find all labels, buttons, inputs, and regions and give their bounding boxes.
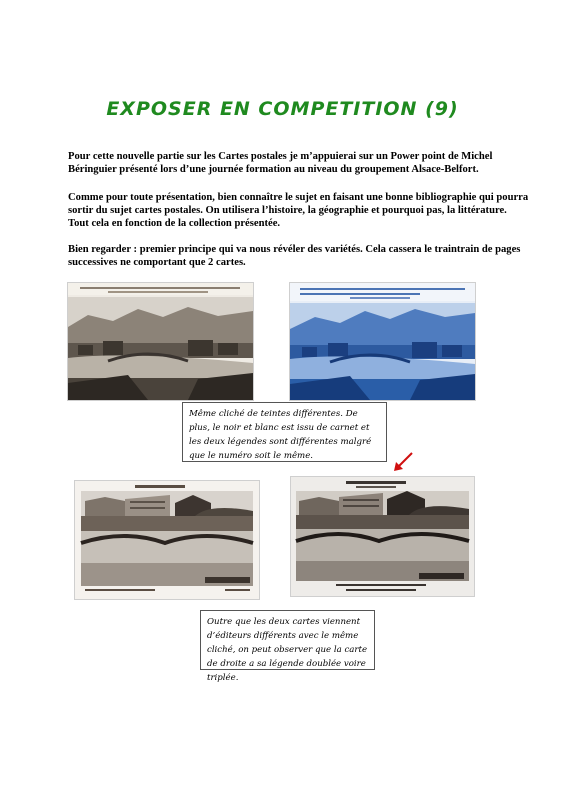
photo-icon (290, 283, 475, 400)
postcard-lyon-blue (289, 282, 476, 401)
postcard-lyon-illustre-right (290, 476, 475, 597)
postcard-lyon-illustre-left (74, 480, 260, 600)
page-title: EXPOSER EN COMPETITION (9) (106, 98, 459, 120)
paragraph-intro: Pour cette nouvelle partie sur les Cartes postales je m’appuierai sur un Power point de Michel Béringuier présenté lors d’une journée formation au niveau du groupement Alsace-Belfort. (68, 151, 493, 175)
postcard-lyon-bw (67, 282, 254, 401)
red-arrow-icon (392, 451, 414, 473)
caption-box-2: Outre que les deux cartes viennent d’éditeurs différents avec le même cliché, on peut observer que la carte de droite a sa légende doublée voire triplée. (200, 610, 375, 670)
photo-icon (68, 283, 253, 400)
paragraph-presentation: Comme pour toute présentation, bien connaître le sujet en faisant une bonne bibliographie qui pourra sortir du sujet cartes postales. On utilisera l’histoire, la géographie et pourquoi pas, la littérature. Tout cela en fonction de la collection présentée. (68, 192, 529, 229)
photo-icon (75, 481, 259, 599)
caption-box-1: Même cliché de teintes différentes. De plus, le noir et blanc est issu de carnet et les deux légendes sont différentes malgré que le numéro soit le même. (182, 402, 387, 462)
photo-icon (291, 477, 474, 596)
paragraph-principle: Bien regarder : premier principe qui va nous révéler des variétés. Cela cassera le traintrain de pages successives ne comportant que 2 cartes. (68, 244, 521, 268)
